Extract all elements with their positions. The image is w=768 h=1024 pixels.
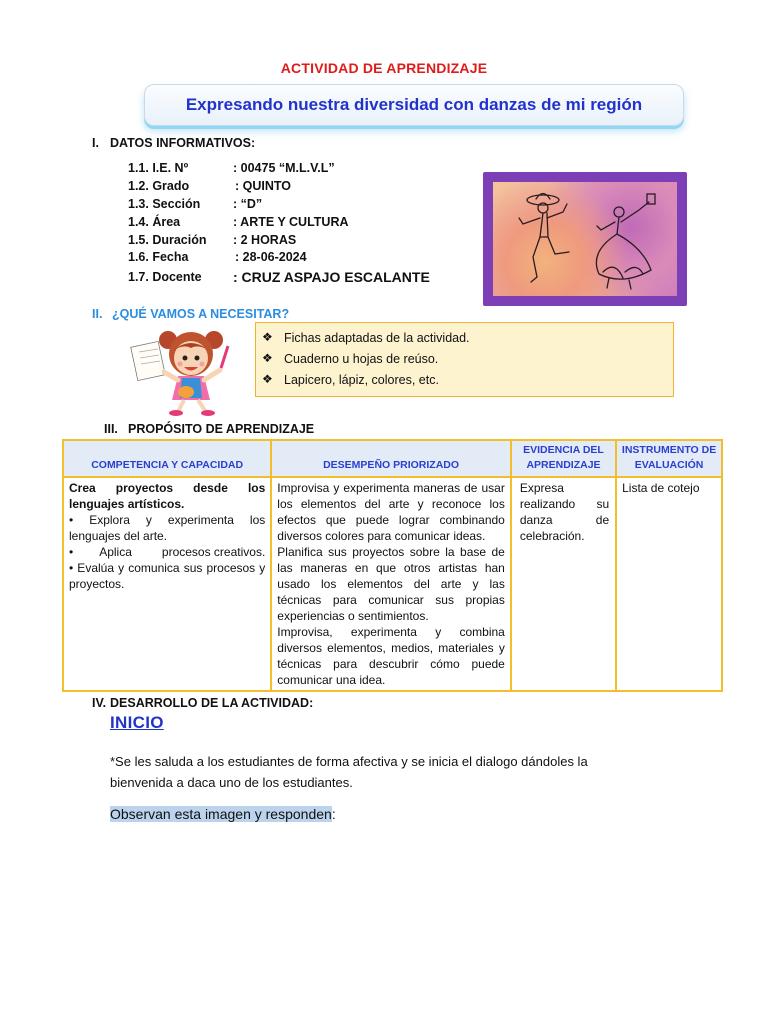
capacidad-item: • Aplica procesos creativos. [69, 545, 266, 559]
info-label: 1.7. Docente [128, 270, 202, 284]
competencia-cell [63, 477, 271, 691]
info-value: : ARTE Y CULTURA [233, 215, 349, 229]
info-value: : 00475 “M.L.V.L” [233, 161, 335, 175]
info-row-area [128, 215, 349, 229]
document-title: ACTIVIDAD DE APRENDIZAJE [280, 60, 488, 76]
info-value: : CRUZ ASPAJO ESCALANTE [233, 269, 430, 285]
girl-drawing-icon [128, 322, 244, 418]
diamond-bullet-icon: ❖ [262, 372, 273, 386]
materials-box [255, 322, 674, 397]
info-value: : 2 HORAS [233, 233, 297, 247]
capacidad-item: • Explora y experimenta los lenguajes del arte. [69, 513, 266, 543]
info-row-ie [128, 161, 335, 175]
info-label: 1.5. Duración [128, 233, 207, 247]
materials-item [262, 330, 470, 345]
section-que-necesitar [92, 307, 289, 321]
column-header-instrumento: INSTRUMENTO DE EVALUACIÓN [616, 440, 722, 477]
activity-title-banner [144, 84, 684, 126]
materials-item-text: Lapicero, lápiz, colores, etc. [284, 373, 439, 387]
info-label: 1.3. Sección [128, 197, 201, 211]
capacidad-item: • Evalúa y comunica sus procesos y proyectos. [69, 561, 266, 591]
desempeno-item: Improvisa, experimenta y combina diversos elementos, medios, materiales y técnicas para descubrir cómo puede comunicar una idea. [277, 625, 505, 687]
instruction-colon: : [331, 806, 336, 822]
desempeno-item: Planifica sus proyectos sobre la base de las maneras en que otros artistas han usado los elementos del arte y las técnicas para comunicar sus propias experiencias o sentimientos. [277, 545, 505, 623]
section-number: IV. [92, 696, 107, 710]
info-row-grado [128, 179, 292, 193]
dancers-illustration [493, 182, 677, 296]
table-header-row [63, 440, 722, 477]
info-label: 1.1. I.E. Nº [128, 161, 189, 175]
info-label: 1.6. Fecha [128, 250, 189, 264]
diamond-bullet-icon: ❖ [262, 351, 273, 365]
section-number: I. [92, 136, 99, 150]
column-header-evidencia: EVIDENCIA DEL APRENDIZAJE [511, 440, 616, 477]
instrumento-cell [616, 477, 722, 691]
info-value: : “D” [233, 197, 263, 211]
section-title: PROPÓSITO DE APRENDIZAJE [128, 422, 315, 436]
info-row-docente [128, 269, 430, 285]
diamond-bullet-icon: ❖ [262, 330, 273, 344]
section-number: III. [104, 422, 118, 436]
section-number: II. [92, 307, 103, 321]
competencia-title: Crea proyectos desde los lenguajes artísticos. [69, 481, 266, 511]
section-datos-informativos [92, 136, 255, 150]
observe-instruction [110, 806, 336, 822]
highlighted-instruction: Observan esta imagen y responden [110, 806, 332, 822]
section-proposito [104, 422, 314, 436]
column-header-desempeno: DESEMPEÑO PRIORIZADO [271, 440, 511, 477]
column-header-competencia: COMPETENCIA Y CAPACIDAD [63, 440, 271, 477]
activity-title: Expresando nuestra diversidad con danzas de mi región [185, 95, 643, 114]
dancers-sketch-icon [493, 182, 677, 296]
info-row-duracion [128, 233, 297, 247]
materials-item [262, 351, 439, 366]
info-row-seccion [128, 197, 263, 211]
section-title: DATOS INFORMATIVOS: [110, 136, 256, 150]
desempeno-cell [271, 477, 511, 691]
info-label: 1.2. Grado [128, 179, 190, 193]
info-value: : QUINTO [235, 179, 292, 193]
section-title: ¿QUÉ VAMOS A NECESITAR? [112, 307, 290, 321]
materials-item-text: Cuaderno u hojas de reúso. [284, 352, 439, 366]
desempeno-item: Improvisa y experimenta maneras de usar los elementos del arte y reconoce los efectos que puede lograr combinando diversos colores para comunicar ideas. [277, 481, 505, 543]
evidencia-text: Expresa realizando su danza de celebración. [519, 481, 610, 543]
section-desarrollo [92, 696, 313, 710]
greeting-paragraph: *Se les saluda a los estudiantes de forma afectiva y se inicia el dialogo dándoles la bienvenida a daca uno de los estudiantes. [110, 754, 588, 790]
evidencia-cell [511, 477, 616, 691]
section-title: DESARROLLO DE LA ACTIVIDAD: [110, 696, 314, 710]
instrumento-text: Lista de cotejo [622, 481, 700, 495]
info-value: : 28-06-2024 [235, 250, 307, 264]
table-row [63, 477, 722, 691]
materials-item-text: Fichas adaptadas de la actividad. [284, 331, 470, 345]
inicio-heading: INICIO [110, 713, 164, 732]
info-label: 1.4. Área [128, 215, 181, 229]
info-row-fecha [128, 250, 307, 264]
materials-item [262, 372, 439, 387]
purpose-table [62, 439, 723, 692]
girl-cartoon-illustration [128, 322, 244, 418]
